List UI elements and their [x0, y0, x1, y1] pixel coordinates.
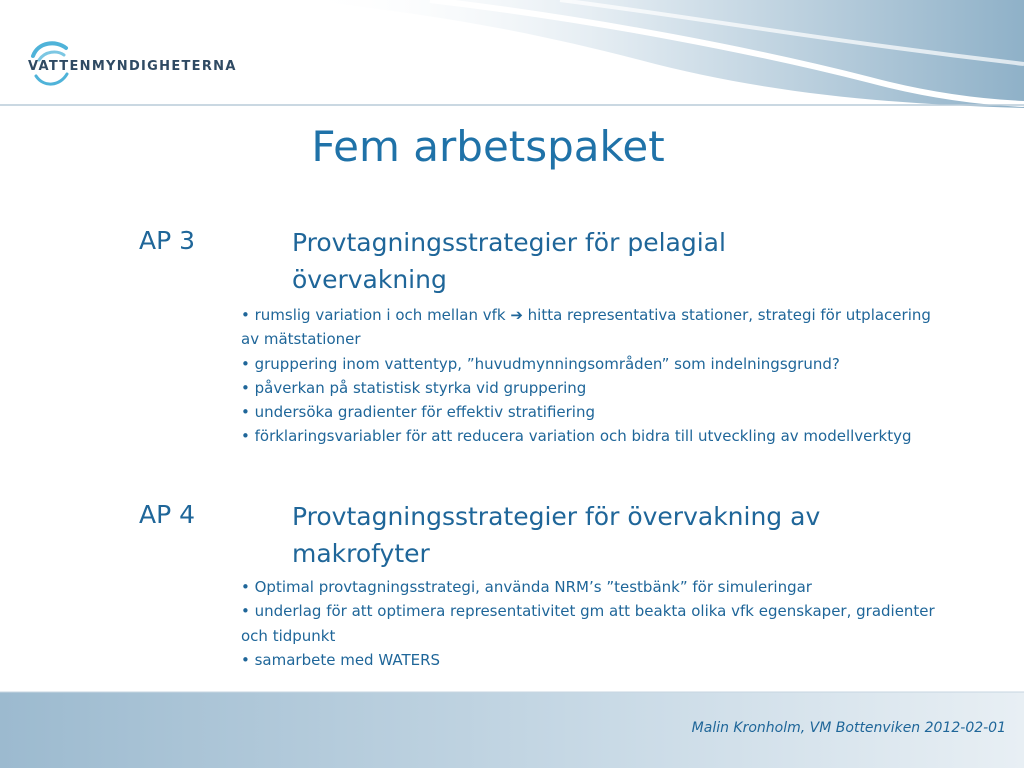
section-label-ap4: AP 4 — [139, 500, 196, 529]
list-item: • rumslig variation i och mellan vfk ➔ hitta representativa stationer, strategi för utplacering av mätstationer — [241, 306, 931, 349]
section-heading-ap4 — [292, 498, 982, 572]
list-item: • påverkan på statistisk styrka vid gruppering — [241, 378, 587, 397]
list-item: • undersöka gradienter för effektiv stratifiering — [241, 403, 595, 422]
list-item: • förklaringsvariabler för att reducera variation och bidra till utveckling av modellverktyg — [241, 427, 912, 446]
slide-title: Fem arbetspaket — [311, 122, 665, 171]
list-item: • samarbete med WATERS — [241, 650, 441, 669]
section-heading-ap3 — [292, 224, 982, 298]
heading-line: makrofyter — [292, 539, 430, 568]
list-item: • gruppering inom vattentyp, ”huvudmynningsområden” som indelningsgrund? — [241, 354, 840, 373]
bullet-list-ap3 — [241, 303, 941, 449]
heading-line: Provtagningsstrategier för övervakning av — [292, 502, 821, 531]
section-label-ap3: AP 3 — [139, 226, 196, 255]
list-item: • Optimal provtagningsstrategi, använda NRM’s ”testbänk” för simuleringar — [241, 578, 812, 596]
heading-line: övervakning — [292, 265, 447, 294]
footer-credit: Malin Kronholm, VM Bottenviken 2012-02-01 — [691, 720, 1006, 736]
bullet-list-ap4 — [241, 575, 941, 672]
logo-text: VATTENMYNDIGHETERNA — [28, 59, 237, 74]
heading-line: Provtagningsstrategier för pelagial — [292, 228, 726, 257]
list-item: • underlag för att optimera representativitet gm att beakta olika vfk egenskaper, gradienter och tidpunkt — [241, 602, 935, 645]
